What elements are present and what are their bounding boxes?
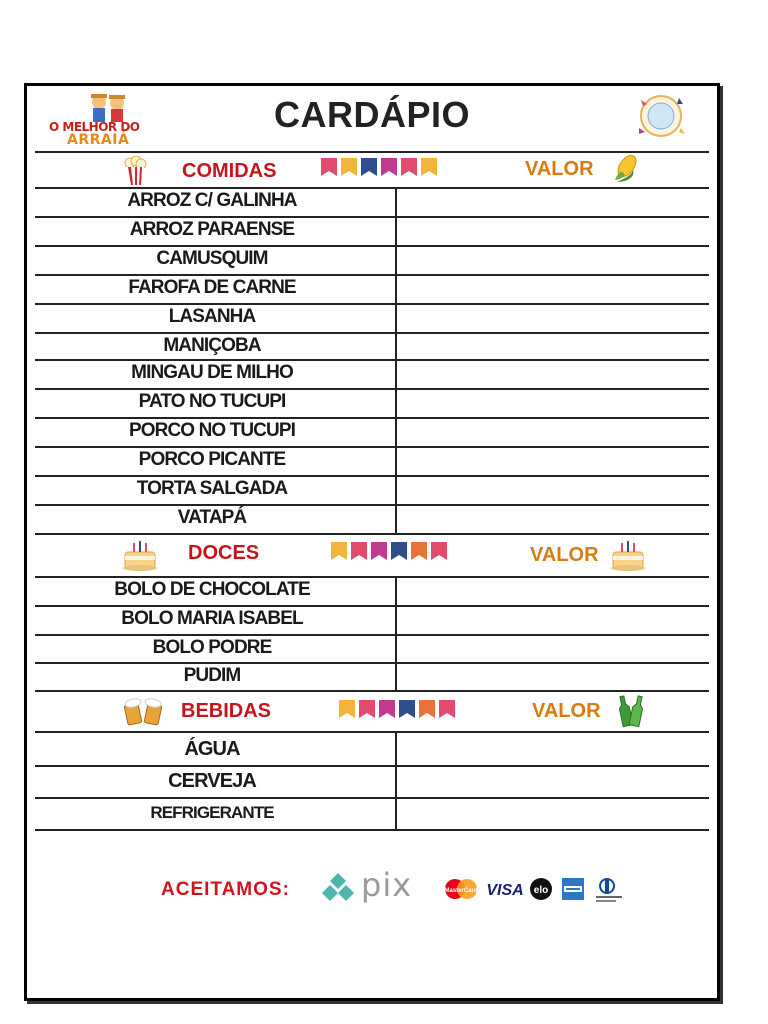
elo-text: elo: [533, 885, 549, 896]
festival-badge-icon: [633, 92, 689, 140]
bunting-flags-icon: [329, 540, 465, 566]
menu-item: ARROZ C/ GALINHA: [127, 190, 297, 211]
section-bebidas-label: BEBIDAS: [181, 700, 272, 722]
menu-item: PUDIM: [183, 665, 241, 686]
comidas-valor-label: VALOR: [525, 158, 594, 180]
menu-item: VATAPÁ: [177, 507, 247, 528]
menu-item: BOLO DE CHOCOLATE: [114, 579, 310, 600]
menu-item: BOLO MARIA ISABEL: [121, 608, 303, 629]
visa-text: VISA: [486, 882, 524, 899]
visa-icon: [485, 877, 525, 901]
menu-sheet: [24, 83, 720, 1001]
cake-icon: [121, 538, 159, 572]
menu-item: PORCO NO TUCUPI: [129, 420, 295, 441]
menu-item: LASANHA: [168, 306, 256, 327]
logo-text-line2: ARRAIÁ: [67, 132, 130, 148]
doces-valor-label: VALOR: [530, 544, 599, 566]
section-doces-label: DOCES: [188, 542, 260, 564]
diners-club-icon: [593, 877, 627, 903]
menu-item: TORTA SALGADA: [136, 478, 288, 499]
cake-icon: [609, 538, 647, 572]
menu-item: ÁGUA: [184, 738, 240, 760]
menu-item: MINGAU DE MILHO: [131, 362, 293, 383]
elo-icon: [529, 877, 555, 901]
pix-logo-icon: [321, 872, 355, 902]
logo-text-line1: O MELHOR DO: [49, 120, 140, 134]
menu-item: CAMUSQUIM: [156, 248, 268, 269]
bebidas-valor-label: VALOR: [532, 700, 601, 722]
bunting-flags-icon: [319, 156, 455, 182]
pix-logo-text: pix: [361, 866, 413, 904]
bunting-flags-icon: [337, 698, 473, 724]
menu-item: REFRIGERANTE: [150, 803, 274, 822]
beer-mugs-icon: [123, 695, 165, 727]
menu-item: BOLO PODRE: [152, 637, 272, 658]
menu-item: FAROFA DE CARNE: [128, 277, 296, 298]
payment-label: ACEITAMOS:: [161, 879, 290, 900]
mastercard-text: MasterCard: [444, 888, 478, 894]
menu-item: PORCO PICANTE: [138, 449, 286, 470]
bottles-icon: [617, 694, 645, 728]
menu-item: CERVEJA: [168, 770, 256, 792]
menu-item: PATO NO TUCUPI: [138, 391, 286, 412]
corn-icon: [611, 152, 641, 184]
mastercard-icon: [441, 877, 481, 901]
american-express-icon: [561, 877, 587, 901]
menu-item: ARROZ PARAENSE: [129, 219, 295, 240]
page-title: CARDÁPIO: [273, 94, 470, 135]
section-comidas-label: COMIDAS: [182, 160, 277, 182]
popcorn-icon: [123, 156, 147, 186]
menu-item: MANIÇOBA: [163, 335, 261, 356]
